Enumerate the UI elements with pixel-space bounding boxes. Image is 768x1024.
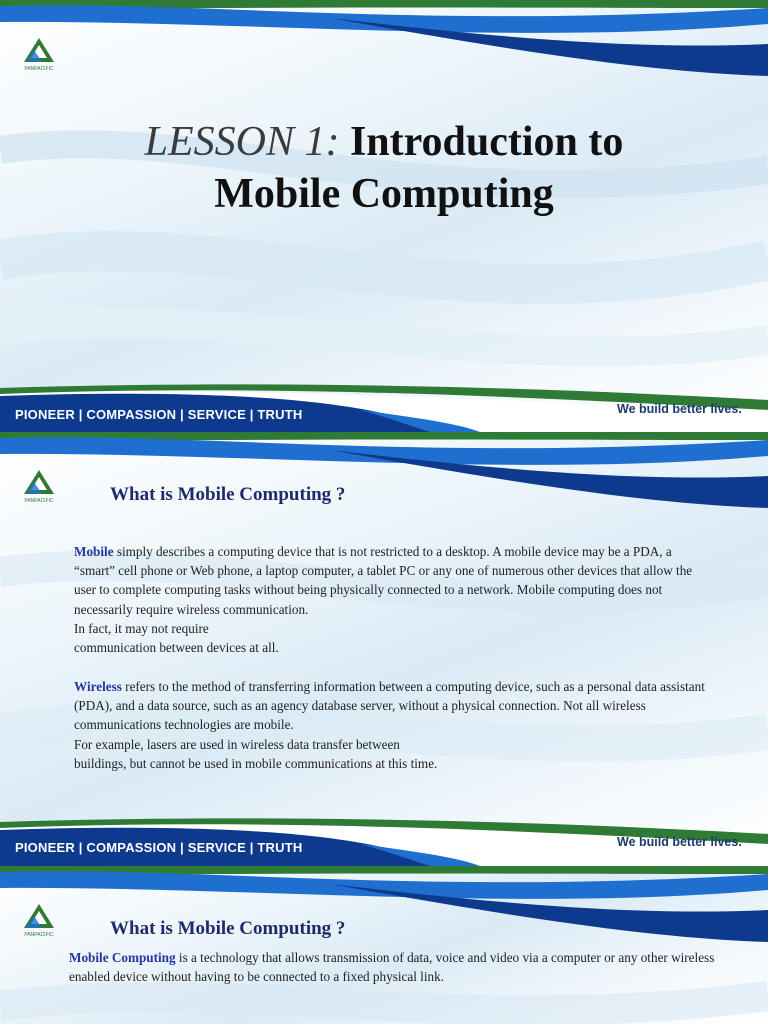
title-line-2: Mobile Computing — [214, 171, 554, 217]
svg-text:PANPACIFIC: PANPACIFIC — [24, 66, 54, 72]
slide-3 — [0, 866, 768, 1024]
footer-tagline: We build better lives. — [617, 402, 742, 416]
title-line-1: Introduction to — [349, 119, 624, 165]
lesson-label: LESSON 1: — [144, 119, 340, 165]
footer-values: PIONEER | COMPASSION | SERVICE | TRUTH — [15, 840, 303, 855]
keyword-mobile: Mobile — [74, 544, 114, 559]
section-heading: What is Mobile Computing ? — [110, 918, 346, 939]
footer-values: PIONEER | COMPASSION | SERVICE | TRUTH — [15, 407, 303, 422]
mobile-paragraph — [74, 542, 714, 657]
wireless-paragraph — [74, 677, 714, 773]
paragraph-line: For example, lasers are used in wireless data transfer between — [74, 736, 400, 752]
footer-tagline: We build better lives. — [617, 835, 742, 849]
section-heading: What is Mobile Computing ? — [110, 484, 346, 505]
mountain-logo-icon — [14, 468, 64, 508]
mountain-logo-icon — [14, 902, 64, 942]
paragraph-text: simply describes a computing device that is not restricted to a desktop. A mobile device may be a PDA, a “smart” cell phone or Web phone, a laptop computer, a tablet PC or any one of numerous other devices that allow the user to complete computing tasks without being physically connected to a network. Mobile computing does not necessarily require wireless communication. — [74, 544, 693, 617]
paragraph-text: is a technology that allows transmission of data, voice and video via a computer or any other wireless enabled device without having to be connected to a fixed physical link. — [69, 950, 715, 985]
paragraph-line: communication between devices at all. — [74, 640, 279, 656]
paragraph-line: buildings, but cannot be used in mobile communications at this time. — [74, 755, 438, 771]
slide-1 — [0, 0, 768, 432]
keyword-wireless: Wireless — [74, 679, 122, 694]
slide-title — [0, 116, 768, 220]
svg-text:PANPACIFIC: PANPACIFIC — [24, 498, 54, 504]
svg-text:PANPACIFIC: PANPACIFIC — [24, 932, 54, 938]
mobile-computing-paragraph — [69, 948, 717, 986]
mountain-logo-icon — [14, 36, 64, 76]
slide-2 — [0, 432, 768, 866]
slide-background-waves — [0, 866, 768, 1024]
keyword-mobile-computing: Mobile Computing — [69, 950, 176, 965]
paragraph-line: In fact, it may not require — [74, 620, 209, 636]
paragraph-text: refers to the method of transferring information between a computing device, such as a personal data assistant (PDA), and a data source, such as an agency database server, without a physical connection. Not all wireless communications technologies are mobile. — [74, 679, 705, 733]
